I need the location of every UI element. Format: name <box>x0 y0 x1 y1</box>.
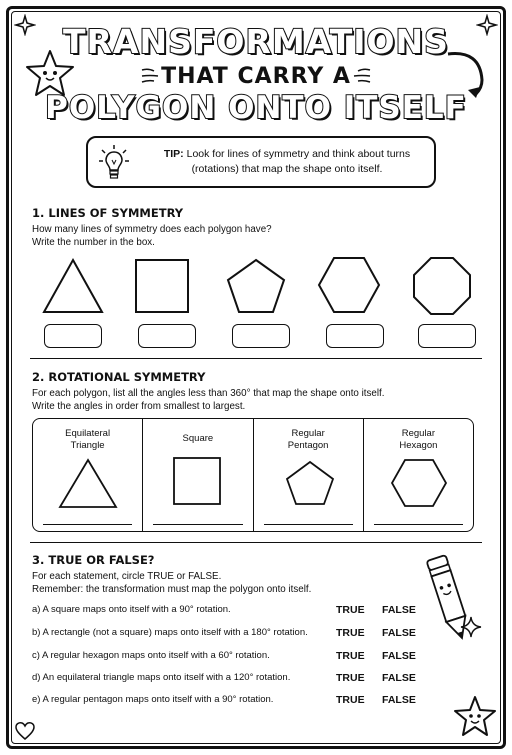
hexagon-shape <box>316 254 382 316</box>
hexagon-shape <box>390 457 448 509</box>
section1-title: 1. LINES OF SYMMETRY <box>32 206 184 220</box>
true-option[interactable]: TRUE <box>336 604 365 616</box>
true-option[interactable]: TRUE <box>336 627 365 639</box>
statement-text: e) A regular pentagon maps onto itself with a 90° rotation. <box>32 694 274 705</box>
rotation-label: Regular Hexagon <box>399 428 438 451</box>
tip-text <box>142 147 432 177</box>
section3-instruction-1: For each statement, circle TRUE or FALSE. <box>32 571 222 582</box>
section3-instruction-2: Remember: the transformation must map the polygon onto itself. <box>32 584 312 595</box>
statement-row <box>32 604 432 618</box>
true-option[interactable]: TRUE <box>336 672 365 684</box>
statement-text: b) A rectangle (not a square) maps onto itself with a 180° rotation. <box>32 627 308 638</box>
answer-box-square[interactable] <box>138 324 196 348</box>
pentagon-shape <box>224 256 288 316</box>
triangle-shape <box>40 256 106 316</box>
answer-box-octagon[interactable] <box>418 324 476 348</box>
true-option[interactable]: TRUE <box>336 650 365 662</box>
answer-line[interactable] <box>153 524 242 525</box>
rotation-label: Regular Pentagon <box>287 428 329 451</box>
rotation-cell-square <box>143 419 253 531</box>
tip-label: TIP: <box>163 148 184 160</box>
answer-line[interactable] <box>264 524 353 525</box>
divider <box>30 358 482 359</box>
pentagon-shape <box>284 459 336 507</box>
section3-title: 3. TRUE OR FALSE? <box>32 553 155 567</box>
section2-title: 2. ROTATIONAL SYMMETRY <box>32 370 206 384</box>
false-option[interactable]: FALSE <box>382 672 416 684</box>
title-line-2: THAT CARRY A <box>161 64 351 89</box>
answer-box-pentagon[interactable] <box>232 324 290 348</box>
false-option[interactable]: FALSE <box>382 604 416 616</box>
section1-instruction-1: How many lines of symmetry does each polygon have? <box>32 224 272 235</box>
rotation-label: Square <box>182 433 214 444</box>
statement-text: a) A square maps onto itself with a 90° rotation. <box>32 604 231 615</box>
title-line-1: TRANSFORMATIONS <box>63 22 449 61</box>
rotation-table <box>32 418 474 532</box>
octagon-shape <box>410 254 474 318</box>
rotation-label: Equilateral Triangle <box>65 428 111 451</box>
section2-instruction-2: Write the angles in order from smallest to largest. <box>32 401 246 412</box>
false-option[interactable]: FALSE <box>382 694 416 706</box>
triangle-shape <box>57 457 119 511</box>
statement-text: d) An equilateral triangle maps onto itself with a 120° rotation. <box>32 672 291 683</box>
rotation-cell-triangle <box>33 419 143 531</box>
heart-icon <box>14 720 36 742</box>
divider <box>30 542 482 543</box>
rotation-cell-hexagon <box>364 419 473 531</box>
answer-line[interactable] <box>374 524 463 525</box>
lightbulb-icon <box>98 144 130 182</box>
statement-row <box>32 672 432 686</box>
star-icon <box>452 694 498 738</box>
square-shape <box>171 455 223 507</box>
answer-line[interactable] <box>43 524 132 525</box>
square-shape <box>132 258 192 316</box>
tip-box <box>86 136 436 188</box>
sparkle-icon <box>460 616 482 638</box>
false-option[interactable]: FALSE <box>382 627 416 639</box>
section2-instruction-1: For each polygon, list all the angles less than 360° that map the shape onto itself. <box>32 388 385 399</box>
section1-instruction-2: Write the number in the box. <box>32 237 155 248</box>
statement-row <box>32 650 432 664</box>
false-option[interactable]: FALSE <box>382 650 416 662</box>
tip-body: Look for lines of symmetry and think about turns (rotations) that map the shape onto itself. <box>186 148 411 175</box>
true-option[interactable]: TRUE <box>336 694 365 706</box>
statement-text: c) A regular hexagon maps onto itself with a 60° rotation. <box>32 650 270 661</box>
statement-row <box>32 627 432 641</box>
answer-box-hexagon[interactable] <box>326 324 384 348</box>
title-line-3: POLYGON ONTO ITSELF <box>45 90 467 126</box>
answer-box-triangle[interactable] <box>44 324 102 348</box>
statement-row <box>32 694 432 708</box>
rotation-cell-pentagon <box>254 419 364 531</box>
